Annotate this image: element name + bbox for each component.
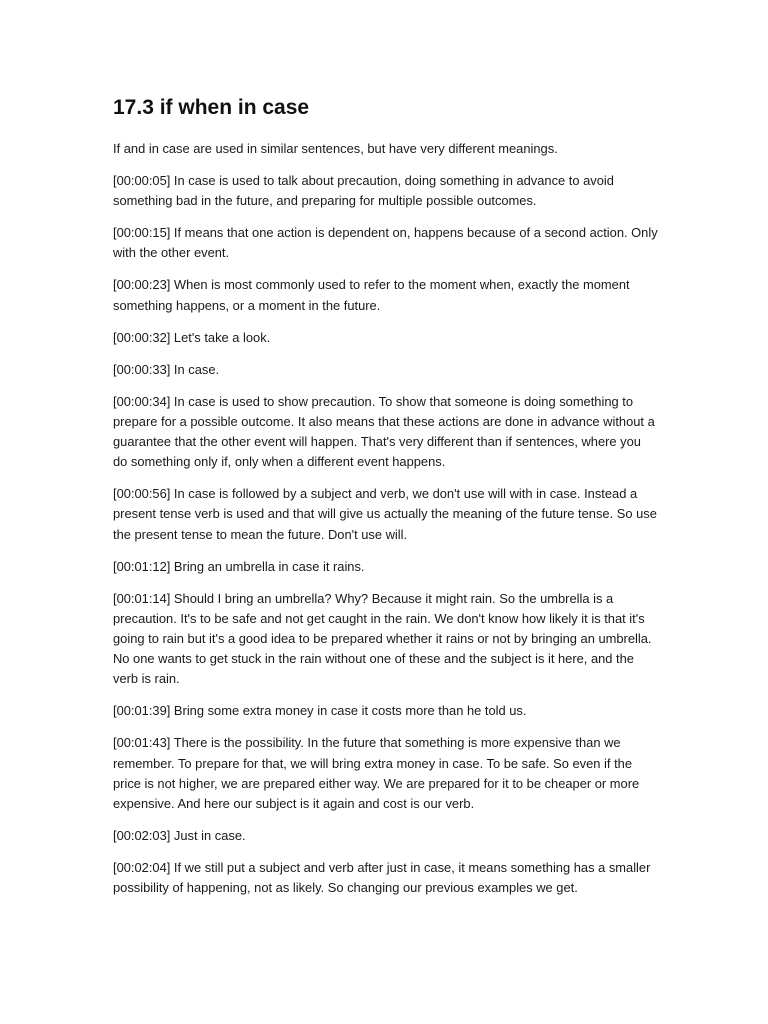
paragraph-umbrella-example: [00:01:12] Bring an umbrella in case it rains. — [113, 558, 365, 574]
document-body — [113, 94, 658, 910]
paragraph-intro: If and in case are used in similar sentences, but have very different meanings. — [113, 141, 558, 156]
paragraph-umbrella-explanation: [00:01:14] Should I bring an umbrella? Why? Because it might rain. So the umbrella is a precaution. It's to be safe and not get caught in the rain. We don't know how likely it is that it's going to rain but it's a good idea to be prepared whether it rains or not by bringing an umbrella. No one wants to get stuck in the rain without one of these and the subject is it here, and the verb is rain. — [113, 590, 652, 687]
page-title: 17.3 if when in case — [113, 96, 310, 119]
paragraph-when-meaning: [00:00:23] When is most commonly used to refer to the moment when, exactly the moment something happens, or a moment in the future. — [113, 277, 630, 313]
paragraph-lets-take-a-look: [00:00:32] Let's take a look. — [113, 329, 271, 345]
paragraph-money-explanation: [00:01:43] There is the possibility. In the future that something is more expensive than we remember. To prepare for that, we will bring extra money in case. To be safe. So even if the price is not higher, we are prepared either way. We are prepared for it to be cheaper or more expensive. And here our subject is it again and cost is our verb. — [113, 735, 640, 812]
paragraph-in-case-explanation: [00:00:34] In case is used to show precaution. To show that someone is doing something to prepare for a possible outcome. It also means that these actions are done in advance without a guarantee that the other event will happen. That's very different than if sentences, where you do something only if, only when a different event happens. — [113, 393, 655, 470]
paragraph-in-case-precaution: [00:00:05] In case is used to talk about precaution, doing something in advance to avoid something bad in the future, and preparing for multiple possible outcomes. — [113, 173, 614, 209]
paragraph-in-case-grammar: [00:00:56] In case is followed by a subject and verb, we don't use will with in case. Instead a present tense verb is used and that will give us actually the meaning of the future tense. So use the present tense to mean the future. Don't use will. — [113, 486, 657, 542]
paragraph-in-case-heading: [00:00:33] In case. — [113, 361, 220, 377]
paragraph-money-example: [00:01:39] Bring some extra money in case it costs more than he told us. — [113, 703, 527, 719]
paragraph-just-in-case: [00:02:03] Just in case. — [113, 828, 246, 844]
paragraph-if-meaning: [00:00:15] If means that one action is dependent on, happens because of a second action. Only with the other event. — [113, 225, 658, 261]
paragraph-just-in-case-explanation: [00:02:04] If we still put a subject and verb after just in case, it means something has a smaller possibility of happening, not as likely. So changing our previous examples we get. — [113, 860, 651, 896]
